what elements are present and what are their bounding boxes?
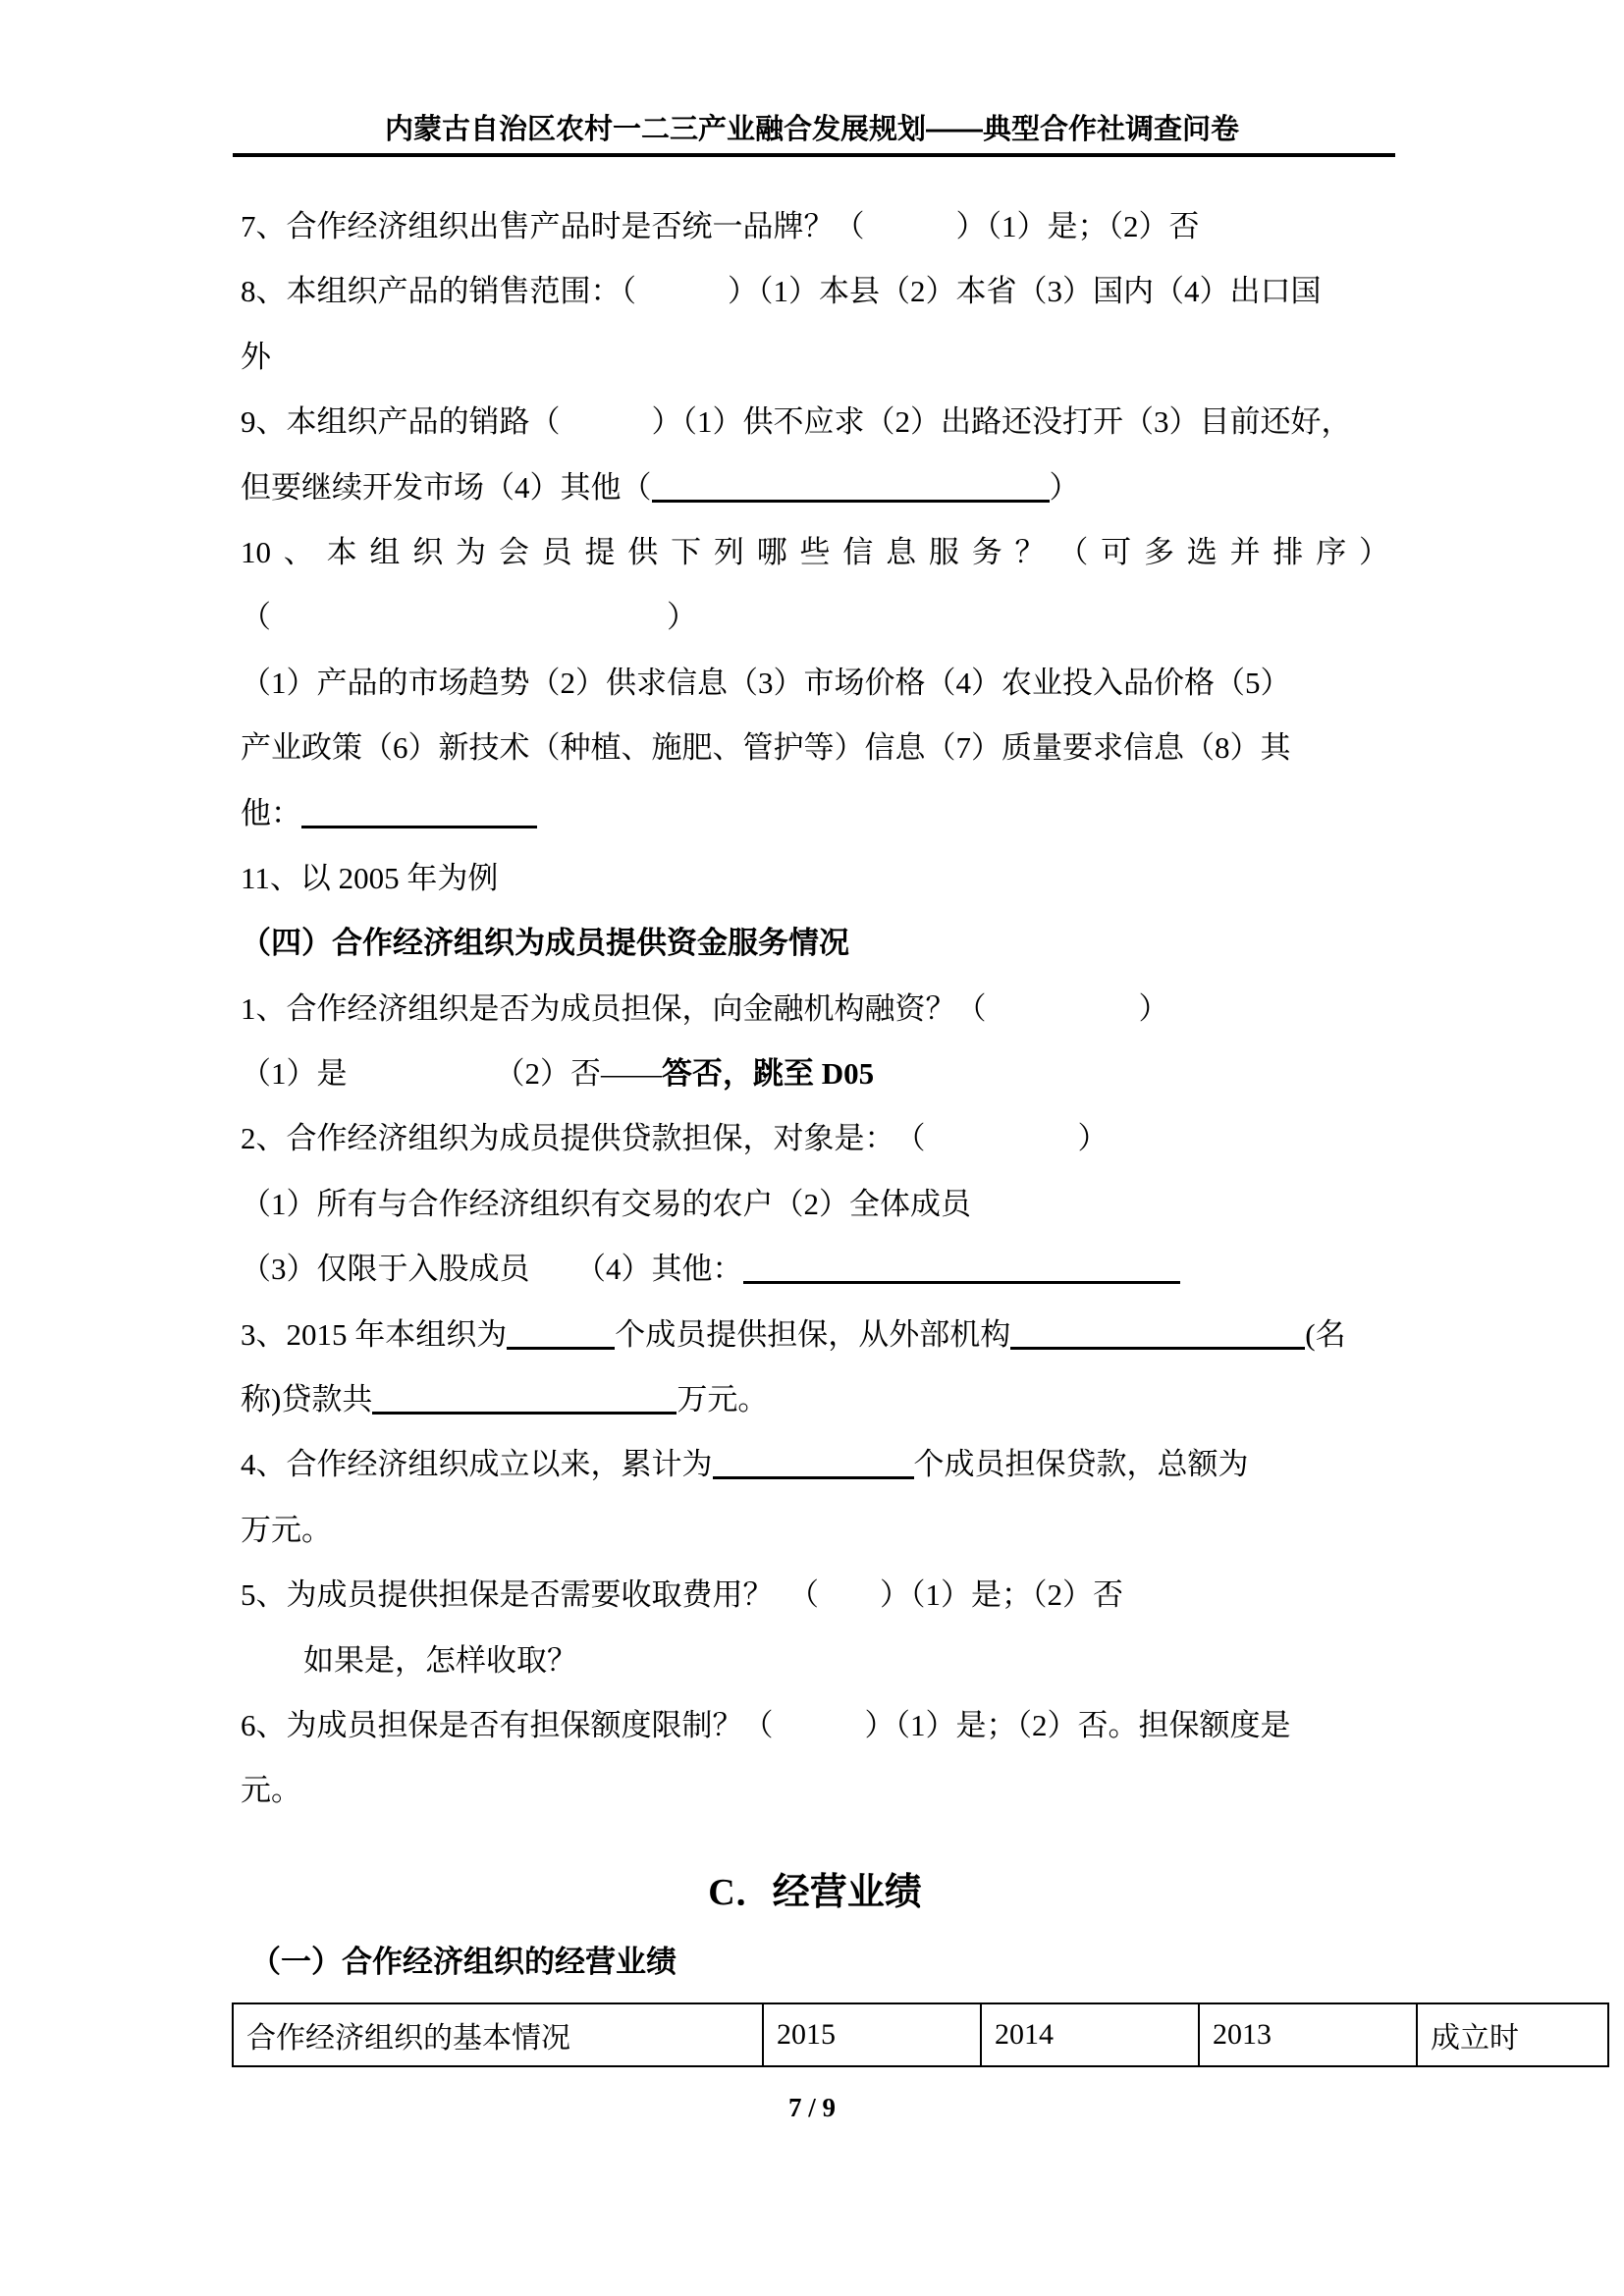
section-c-subtitle: （一）合作经济组织的经营业绩	[250, 1944, 677, 1979]
d-question-3-line1	[241, 1303, 1389, 1367]
d-question-2: 2、合作经济组织为成员提供贷款担保，对象是： （ ）	[241, 1121, 1109, 1156]
question-8-line1: 8、本组织产品的销售范围：（ ）（1）本县（2）本省（3）国内（4）出口国	[241, 274, 1322, 309]
d3-text-2: 个成员提供担保，从外部机构	[615, 1316, 1011, 1352]
d4-text-2: 个成员担保贷款，总额为	[913, 1447, 1249, 1482]
d3-text-4: 称)贷款共	[241, 1382, 373, 1417]
question-10-options-line3	[241, 781, 1389, 846]
blank-field	[1010, 1319, 1305, 1350]
question-9-line1: 9、本组织产品的销路（ ）（1）供不应求（2）出路还没打开（3）目前还好，	[241, 404, 1352, 440]
question-9-line2	[241, 455, 1389, 520]
question-9-other-label: 但要继续开发市场（4）其他（	[241, 469, 652, 505]
question-10-other-label: 他：	[241, 795, 301, 830]
d-question-2-options-line1: （1）所有与合作经济组织有交易的农户（2）全体成员	[241, 1186, 971, 1221]
d-question-1: 1、合作经济组织是否为成员担保，向金融机构融资？（ ）	[241, 990, 1169, 1026]
table-header-cell: 合作经济组织的基本情况	[233, 2003, 763, 2066]
d1-option-yes: （1）是	[241, 1056, 348, 1092]
table-header-cell: 2014	[981, 2003, 1199, 2066]
question-10-line1: 10、本组织为会员提供下列哪些信息服务？（可多选并排序）	[241, 534, 1389, 569]
table-header-row	[233, 2003, 1608, 2066]
d-question-5: 5、为成员提供担保是否需要收取费用？ （ ）（1）是；（2）否	[241, 1577, 1123, 1613]
d3-text-1: 3、2015 年本组织为	[241, 1316, 508, 1352]
d-question-6-line1: 6、为成员担保是否有担保额度限制？（ ）（1）是；（2）否。担保额度是	[241, 1707, 1291, 1742]
section-c-title: C．经营业绩	[708, 1871, 922, 1913]
blank-field	[372, 1384, 677, 1415]
question-7: 7、合作经济组织出售产品时是否统一品牌？（ ）（1）是；（2）否	[241, 209, 1200, 243]
doc-header-title: 内蒙古自治区农村一二三产业融合发展规划——典型合作社调查问卷	[384, 114, 1239, 145]
section-4-heading: （四）合作经济组织为成员提供资金服务情况	[241, 926, 849, 961]
blank-field	[652, 472, 1050, 503]
d-question-6-line2: 元。	[241, 1773, 301, 1808]
table-header-cell: 2013	[1199, 2003, 1417, 2066]
d-question-2-options-line2	[241, 1237, 1389, 1302]
table-header-cell: 成立时	[1417, 2003, 1608, 2066]
questionnaire-body	[241, 194, 1519, 2067]
d1-skip-instruction: 答否，跳至 D05	[662, 1056, 875, 1092]
table-header-cell: 2015	[763, 2003, 981, 2066]
results-table	[232, 2002, 1609, 2067]
header-rule	[233, 153, 1395, 157]
question-11: 11、以 2005 年为例	[241, 860, 499, 895]
d2-options-label: （3）仅限于入股成员 （4）其他：	[241, 1252, 743, 1287]
question-10-answer-parens: （ ）	[241, 600, 697, 635]
d-question-3-line2	[241, 1367, 1389, 1432]
d3-text-5: 万元。	[677, 1382, 769, 1417]
question-10-options-line1: （1）产品的市场趋势（2）供求信息（3）市场价格（4）农业投入品价格（5）	[241, 665, 1291, 700]
d1-option-no: （2）否——	[494, 1056, 662, 1092]
question-8-line2: 外	[241, 339, 271, 374]
d-question-5-followup: 如果是，怎样收取？	[303, 1642, 577, 1678]
question-10-options-line2: 产业政策（6）新技术（种植、施肥、管护等）信息（7）质量要求信息（8）其	[241, 730, 1291, 766]
d-question-4-line1	[241, 1432, 1389, 1497]
page-number: 7 / 9	[787, 2093, 836, 2122]
blank-field	[713, 1450, 914, 1480]
d-question-1-options	[241, 1041, 1389, 1106]
question-9-close-paren: ）	[1049, 469, 1080, 505]
blank-field	[743, 1254, 1180, 1284]
d4-text-1: 4、合作经济组织成立以来，累计为	[241, 1447, 713, 1482]
blank-field	[507, 1319, 615, 1350]
d3-text-3: (名	[1305, 1316, 1346, 1352]
d-question-4-line2: 万元。	[241, 1512, 332, 1547]
blank-field	[301, 798, 537, 828]
